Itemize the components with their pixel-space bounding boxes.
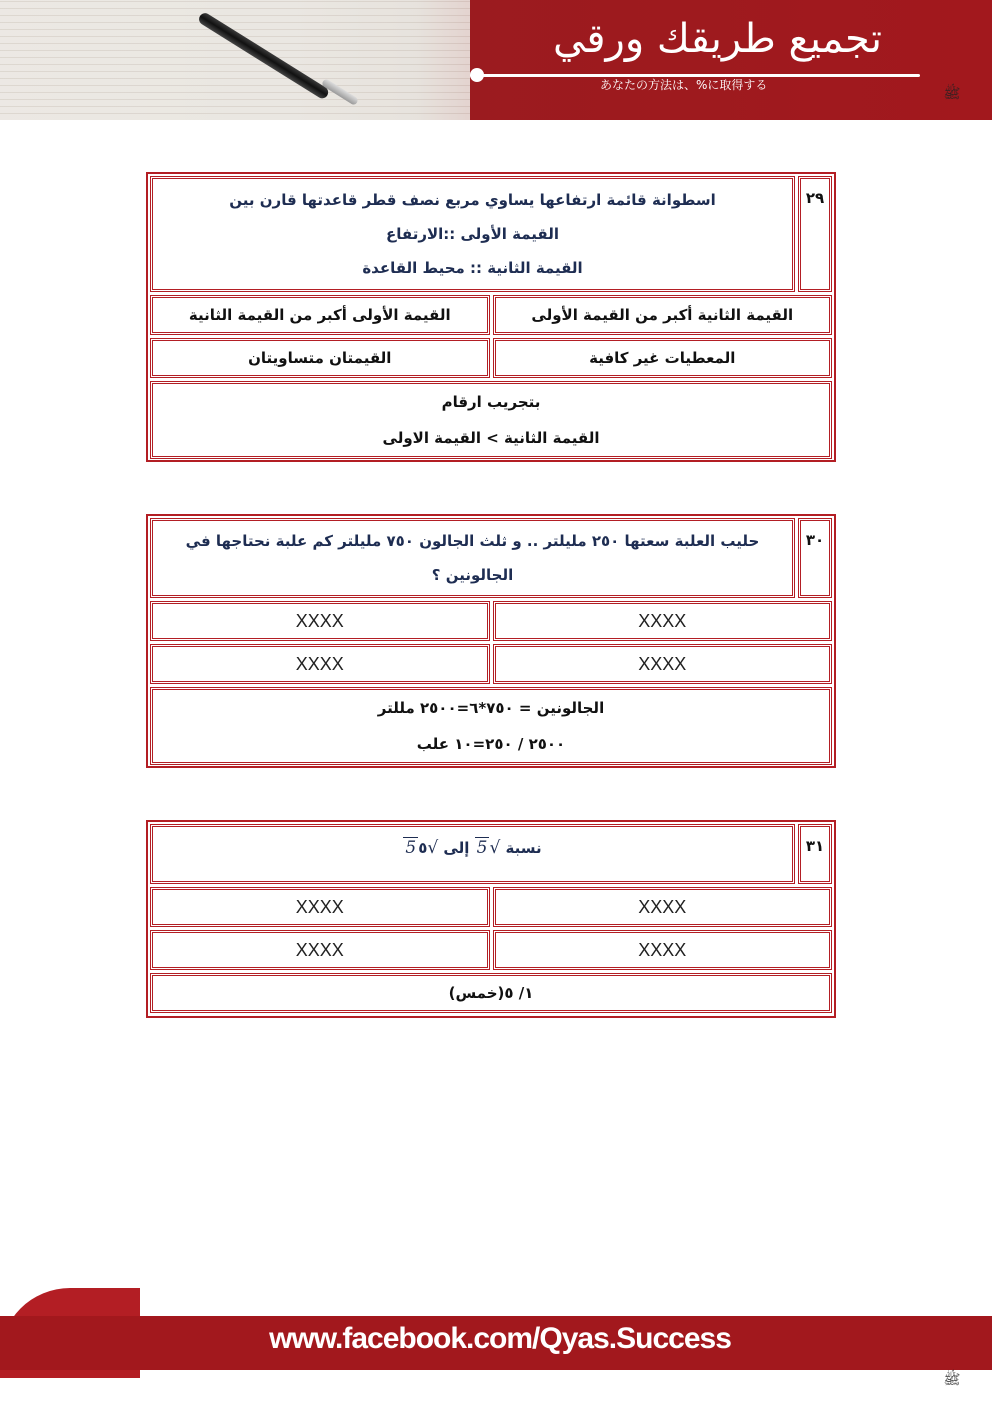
question-30-table xyxy=(146,514,836,768)
question-30-line-1: حليب العلبة سعتها ٢٥٠ مليلتر .. و ثلث الجالون ٧٥٠ مليلتر كم علبة نحتاجها في xyxy=(185,532,760,550)
ratio-word: نسبة xyxy=(505,839,542,857)
option-b[interactable]: القيمة الثانية أكبر من القيمة الأولى xyxy=(493,295,833,335)
banner-title: تجميع طريقك ورقي xyxy=(553,16,882,62)
answer-line-2: القيمة الثانية > القيمة الاولى xyxy=(382,429,600,447)
question-31-expression xyxy=(403,831,541,865)
question-29-text xyxy=(150,176,795,292)
answer-line-1: الجالونين = ٧٥٠*٦=٢٥٠٠ مللتر xyxy=(377,699,605,717)
coefficient: ٥ xyxy=(418,839,428,857)
header-banner xyxy=(0,0,992,120)
question-29-line-2: القيمة الأولى ::الارتفاع xyxy=(386,225,559,243)
logo-icon: ﷺ xyxy=(943,86,961,102)
question-29-answer xyxy=(150,381,832,459)
question-29-table xyxy=(146,172,836,462)
option-b[interactable]: XXXX xyxy=(493,601,833,641)
question-31-table xyxy=(146,820,836,1018)
question-29-line-1: اسطوانة قائمة ارتفاعها يساوي مربع نصف قطر قاعدتها قارن بين xyxy=(229,191,716,209)
answer-line-2: ٢٥٠٠ / ٢٥٠=١٠ علب xyxy=(416,735,566,753)
option-a[interactable]: XXXX xyxy=(150,601,490,641)
option-c[interactable]: القيمتان متساويتان xyxy=(150,338,490,378)
question-30-answer xyxy=(150,687,832,765)
option-c[interactable]: XXXX xyxy=(150,644,490,684)
question-29-number: ٢٩ xyxy=(798,176,832,292)
option-b[interactable]: XXXX xyxy=(493,887,833,927)
banner-subtitle: あなたの方法は、%に取得する xyxy=(600,78,768,92)
answer-sheet-image xyxy=(0,0,470,120)
option-d[interactable]: المعطيات غير كافية xyxy=(493,338,833,378)
question-29-line-3: القيمة الثانية :: محيط القاعدة xyxy=(362,259,583,277)
logo-icon: ﷺ xyxy=(943,1372,961,1388)
radicand: 5 xyxy=(476,838,488,858)
option-a[interactable]: القيمة الأولى أكبر من القيمة الثانية xyxy=(150,295,490,335)
question-30-number: ٣٠ xyxy=(798,518,832,598)
option-a[interactable]: XXXX xyxy=(150,887,490,927)
to-word: إلى xyxy=(443,839,470,857)
question-30-line-2: الجالونين ؟ xyxy=(431,566,514,584)
radicand: 5 xyxy=(405,838,417,858)
question-31-text xyxy=(150,824,795,884)
option-d[interactable]: XXXX xyxy=(493,644,833,684)
sqrt-expression: √5 xyxy=(405,838,439,858)
question-31-answer: ١/ ٥(خمس) xyxy=(150,973,832,1013)
option-c[interactable]: XXXX xyxy=(150,930,490,970)
option-d[interactable]: XXXX xyxy=(493,930,833,970)
footer-url-link[interactable]: www.facebook.com/Qyas.Success xyxy=(269,1322,731,1355)
sqrt-expression: √5 xyxy=(476,838,501,858)
question-30-text xyxy=(150,518,795,598)
answer-line-1: بتجريب ارقام xyxy=(441,393,541,411)
question-31-number: ٣١ xyxy=(798,824,832,884)
